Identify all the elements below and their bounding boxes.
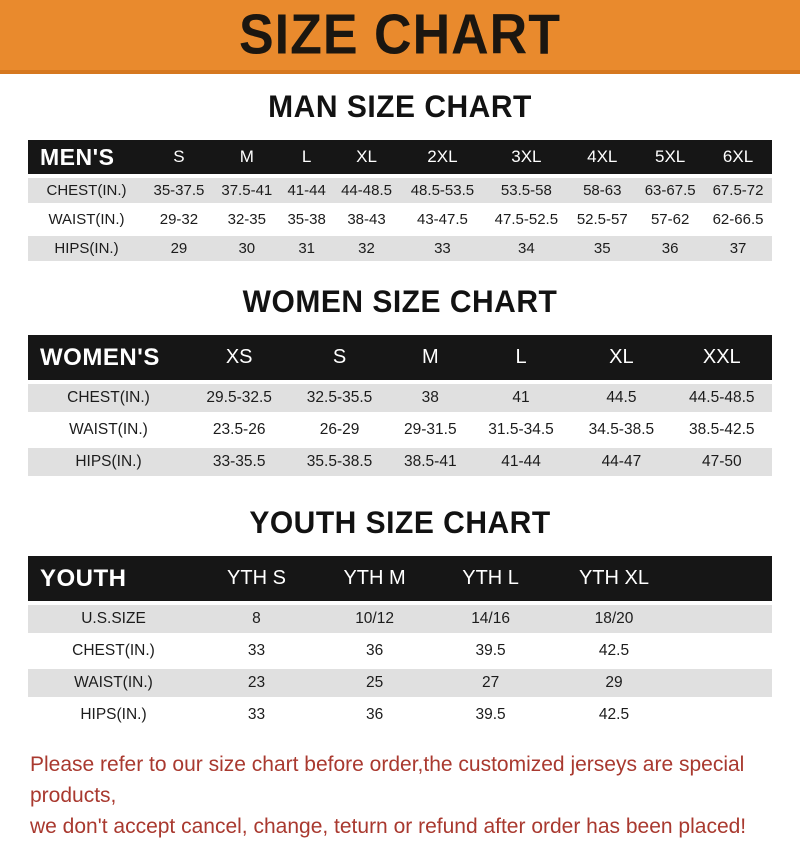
youth-measure-row xyxy=(28,605,772,633)
spacer-cell xyxy=(682,701,772,729)
youth-size-value: 29 xyxy=(546,669,682,697)
women-size-value: 32.5-35.5 xyxy=(289,384,389,412)
men-size-value: 32-35 xyxy=(213,207,281,232)
men-size-value: 44-48.5 xyxy=(333,178,401,203)
men-size-value: 37 xyxy=(704,236,772,261)
disclaimer-line-2: we don't accept cancel, change, teturn or refund after order has been placed! xyxy=(30,815,747,838)
men-size-value: 35-37.5 xyxy=(145,178,213,203)
women-size-column-1: XS xyxy=(189,335,289,380)
youth-header-row xyxy=(28,556,772,601)
youth-row-label: CHEST(IN.) xyxy=(28,637,199,665)
women-size-value: 44.5 xyxy=(571,384,671,412)
youth-size-value: 23 xyxy=(199,669,314,697)
women-size-column-4: L xyxy=(471,335,571,380)
disclaimer-line-1: Please refer to our size chart before order,the customized jerseys are special products, xyxy=(30,753,745,807)
women-measure-row xyxy=(28,384,772,412)
men-measure-row xyxy=(28,178,772,203)
men-size-value: 63-67.5 xyxy=(636,178,704,203)
men-size-value: 47.5-52.5 xyxy=(484,207,568,232)
youth-size-value: 8 xyxy=(199,605,314,633)
men-row-label: HIPS(IN.) xyxy=(28,236,145,261)
women-size-value: 34.5-38.5 xyxy=(571,416,671,444)
youth-size-column-1: YTH S xyxy=(199,556,314,601)
men-size-value: 57-62 xyxy=(636,207,704,232)
men-size-value: 36 xyxy=(636,236,704,261)
men-header-row xyxy=(28,140,772,174)
youth-size-value: 36 xyxy=(314,701,435,729)
men-size-value: 48.5-53.5 xyxy=(400,178,484,203)
men-size-column-7: 4XL xyxy=(568,140,636,174)
women-size-value: 38.5-41 xyxy=(390,448,471,476)
men-size-value: 41-44 xyxy=(281,178,333,203)
youth-group-label: YOUTH xyxy=(28,556,199,601)
spacer-cell xyxy=(682,556,772,601)
youth-size-column-4: YTH XL xyxy=(546,556,682,601)
youth-size-value: 39.5 xyxy=(435,637,546,665)
women-size-value: 35.5-38.5 xyxy=(289,448,389,476)
youth-size-value: 33 xyxy=(199,701,314,729)
men-size-value: 29 xyxy=(145,236,213,261)
men-size-value: 32 xyxy=(333,236,401,261)
women-size-value: 38.5-42.5 xyxy=(672,416,772,444)
page-title: SIZE CHART xyxy=(239,3,561,67)
women-size-value: 29.5-32.5 xyxy=(189,384,289,412)
women-size-value: 29-31.5 xyxy=(390,416,471,444)
men-size-value: 43-47.5 xyxy=(400,207,484,232)
men-size-table xyxy=(28,136,772,265)
men-size-column-1: S xyxy=(145,140,213,174)
women-size-value: 38 xyxy=(390,384,471,412)
youth-measure-row xyxy=(28,701,772,729)
men-size-column-2: M xyxy=(213,140,281,174)
men-size-column-6: 3XL xyxy=(484,140,568,174)
youth-size-value: 36 xyxy=(314,637,435,665)
women-measure-row xyxy=(28,416,772,444)
women-row-label: CHEST(IN.) xyxy=(28,384,189,412)
women-size-value: 26-29 xyxy=(289,416,389,444)
youth-size-value: 42.5 xyxy=(546,637,682,665)
women-size-column-2: S xyxy=(289,335,389,380)
men-size-value: 53.5-58 xyxy=(484,178,568,203)
men-size-value: 33 xyxy=(400,236,484,261)
women-size-value: 23.5-26 xyxy=(189,416,289,444)
men-size-value: 29-32 xyxy=(145,207,213,232)
women-size-column-6: XXL xyxy=(672,335,772,380)
women-group-label: WOMEN'S xyxy=(28,335,189,380)
men-size-value: 52.5-57 xyxy=(568,207,636,232)
men-size-value: 37.5-41 xyxy=(213,178,281,203)
women-size-table xyxy=(28,331,772,480)
youth-size-value: 18/20 xyxy=(546,605,682,633)
men-section-title: MAN SIZE CHART xyxy=(268,89,532,125)
men-size-value: 35 xyxy=(568,236,636,261)
women-size-value: 41-44 xyxy=(471,448,571,476)
women-row-label: WAIST(IN.) xyxy=(28,416,189,444)
women-measure-row xyxy=(28,448,772,476)
youth-section-title: YOUTH SIZE CHART xyxy=(249,505,551,541)
men-size-value: 67.5-72 xyxy=(704,178,772,203)
youth-measure-row xyxy=(28,669,772,697)
youth-size-value: 27 xyxy=(435,669,546,697)
women-size-value: 44-47 xyxy=(571,448,671,476)
youth-size-value: 39.5 xyxy=(435,701,546,729)
size-chart-body xyxy=(0,74,800,842)
spacer-cell xyxy=(682,637,772,665)
men-size-value: 62-66.5 xyxy=(704,207,772,232)
men-row-label: CHEST(IN.) xyxy=(28,178,145,203)
youth-size-table xyxy=(28,552,772,733)
youth-size-value: 10/12 xyxy=(314,605,435,633)
youth-row-label: U.S.SIZE xyxy=(28,605,199,633)
women-size-value: 47-50 xyxy=(672,448,772,476)
women-row-label: HIPS(IN.) xyxy=(28,448,189,476)
men-size-column-8: 5XL xyxy=(636,140,704,174)
men-size-value: 34 xyxy=(484,236,568,261)
men-size-value: 31 xyxy=(281,236,333,261)
order-disclaimer xyxy=(30,749,772,842)
youth-row-label: WAIST(IN.) xyxy=(28,669,199,697)
men-size-column-5: 2XL xyxy=(400,140,484,174)
youth-row-label: HIPS(IN.) xyxy=(28,701,199,729)
men-measure-row xyxy=(28,236,772,261)
spacer-cell xyxy=(682,605,772,633)
men-size-value: 38-43 xyxy=(333,207,401,232)
women-size-table-container xyxy=(0,331,800,480)
men-size-table-container xyxy=(0,136,800,265)
men-size-column-4: XL xyxy=(333,140,401,174)
size-chart-banner xyxy=(0,0,800,74)
youth-size-column-2: YTH M xyxy=(314,556,435,601)
youth-size-table-container xyxy=(0,552,800,733)
women-size-value: 44.5-48.5 xyxy=(672,384,772,412)
spacer-cell xyxy=(682,669,772,697)
men-size-value: 35-38 xyxy=(281,207,333,232)
women-section-title: WOMEN SIZE CHART xyxy=(242,284,558,320)
youth-size-value: 42.5 xyxy=(546,701,682,729)
youth-size-value: 14/16 xyxy=(435,605,546,633)
women-size-column-3: M xyxy=(390,335,471,380)
men-size-value: 30 xyxy=(213,236,281,261)
men-measure-row xyxy=(28,207,772,232)
youth-size-column-3: YTH L xyxy=(435,556,546,601)
women-size-value: 31.5-34.5 xyxy=(471,416,571,444)
women-size-value: 41 xyxy=(471,384,571,412)
men-size-value: 58-63 xyxy=(568,178,636,203)
youth-measure-row xyxy=(28,637,772,665)
youth-size-value: 33 xyxy=(199,637,314,665)
women-header-row xyxy=(28,335,772,380)
men-size-column-9: 6XL xyxy=(704,140,772,174)
women-size-value: 33-35.5 xyxy=(189,448,289,476)
men-size-column-3: L xyxy=(281,140,333,174)
youth-size-value: 25 xyxy=(314,669,435,697)
men-group-label: MEN'S xyxy=(28,140,145,174)
women-size-column-5: XL xyxy=(571,335,671,380)
men-row-label: WAIST(IN.) xyxy=(28,207,145,232)
